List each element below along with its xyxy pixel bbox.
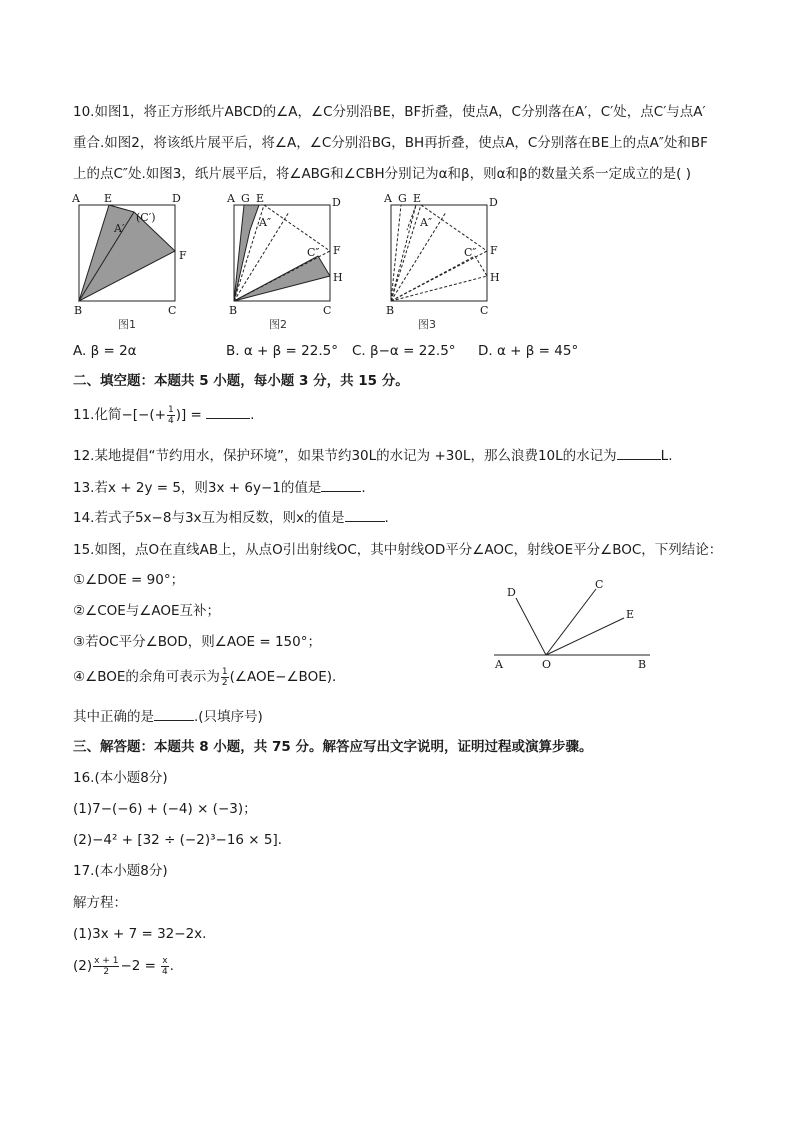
q10-line2: 重合.如图2，将该纸片展平后，将∠A，∠C分别沿BG，BH再折叠，使点A，C分别落在BE上的点A″处和BF	[73, 135, 708, 151]
q15-ray-oe	[546, 618, 624, 655]
fig1-label-B: B	[74, 304, 83, 317]
q13-answer-blank[interactable]	[321, 478, 361, 492]
fig3-dash-1	[391, 205, 416, 301]
q13-text: 13.若x + 2y = 5，则3x + 6y−1的值是	[73, 480, 322, 496]
q15-item-4-fraction	[221, 667, 229, 688]
fig2-label-A: A	[227, 192, 235, 205]
q17-part-1: (1)3x + 7 = 32−2x.	[73, 926, 207, 942]
q10-option-b: B. α + β = 22.5°	[226, 343, 338, 359]
q15-answer-prefix: 其中正确的是	[73, 709, 154, 725]
q15-item-1: ①∠DOE = 90°；	[73, 572, 185, 588]
fig3-label-G: G	[398, 192, 407, 205]
fig2-label-App: A″	[259, 216, 272, 229]
q11-prefix: 11.化简−[−(+	[73, 407, 166, 423]
fig3-label-D: D	[489, 196, 498, 209]
figure-2	[225, 190, 360, 330]
q15-item-2: ②∠COE与∠AOE互补；	[73, 603, 221, 619]
fig2-label-F: F	[333, 244, 341, 257]
q15-frac-num: 1	[221, 666, 228, 677]
q14-answer-blank[interactable]	[345, 508, 385, 522]
q11-line	[73, 403, 254, 427]
q12-text: 12.某地提倡“节约用水，保护环境”，如果节约30L的水记为 +30L，那么浪费10L的水记为	[73, 448, 617, 464]
q15-item-4-suffix: (∠AOE−∠BOE)．	[229, 669, 346, 685]
q12-answer-blank[interactable]	[617, 446, 661, 460]
q16-part-1: (1)7−(−6) + (−4) × (−3)；	[73, 801, 257, 817]
q15-label-B: B	[638, 658, 647, 671]
fig1-label-C: C	[168, 304, 177, 317]
q10-option-c: C. β−α = 22.5°	[352, 343, 456, 359]
q15-figure	[490, 572, 660, 672]
fig1-folded-region	[79, 205, 175, 301]
fig1-label-A: A	[72, 192, 80, 205]
q15-ray-od	[516, 598, 546, 655]
q17-f1-den: 2	[103, 966, 110, 977]
q11-answer-blank[interactable]	[206, 405, 250, 419]
fig3-dash-bh	[391, 276, 487, 301]
q15-label-E: E	[626, 608, 635, 621]
q11-fraction	[167, 405, 175, 426]
q14-text: 14.若式子5x−8与3x互为相反数，则x的值是	[73, 510, 345, 526]
q15-label-C: C	[595, 578, 604, 591]
q14-line	[73, 508, 389, 527]
fig3-dash-be	[391, 205, 421, 301]
section-2-heading: 二、填空题：本题共 5 小题，每小题 3 分，共 15 分。	[73, 373, 409, 389]
q11-end: .	[250, 407, 255, 423]
fig1-label-E: E	[104, 192, 113, 205]
fig2-caption: 图2	[269, 318, 287, 330]
fig2-label-B: B	[229, 304, 238, 317]
q17-f2-den: 4	[162, 966, 168, 977]
q17-part-2-prefix: (2)	[73, 958, 93, 974]
q15-item-4	[73, 665, 346, 689]
q13-end: .	[361, 480, 366, 496]
fig2-label-G: G	[241, 192, 250, 205]
q15-frac-den: 2	[221, 677, 228, 688]
fig3-label-App: A″	[420, 216, 433, 229]
q17-part-2	[73, 953, 174, 979]
fig3-label-C: C	[480, 304, 489, 317]
q11-suffix: )] =	[175, 407, 207, 423]
q10-option-d: D. α + β = 45°	[478, 343, 579, 359]
figure-1	[70, 190, 200, 330]
q11-frac-num: 1	[167, 404, 174, 415]
figure-3	[382, 190, 517, 330]
section-3-heading: 三、解答题：本题共 8 小题，共 75 分。解答应写出文字说明，证明过程或演算步骤。	[73, 739, 593, 755]
fig1-label-F: F	[179, 249, 187, 262]
fig1-label-Cp: (C′)	[136, 211, 156, 224]
q17-part-2-end: .	[169, 958, 174, 974]
fig1-label-Ap: A′	[114, 222, 125, 235]
q15-label-D: D	[507, 586, 516, 599]
fig3-dash-3	[391, 256, 475, 301]
q15-label-O: O	[542, 658, 552, 671]
fig2-label-H: H	[333, 271, 343, 284]
q16-part-2: (2)−4² + [32 ÷ (−2)³−16 × 5]．	[73, 832, 292, 848]
q17-fraction-1	[93, 956, 119, 977]
q17-f2-num: x	[162, 955, 168, 966]
q15-answer-blank[interactable]	[154, 707, 194, 721]
q14-end: .	[384, 510, 389, 526]
q15-ray-oc	[546, 589, 596, 655]
fig2-label-Cpp: C″	[307, 246, 320, 259]
q15-stem: 15.如图，点O在直线AB上，从点O引出射线OC，其中射线OD平分∠AOC，射线OE平分∠BOC，下列结论：	[73, 542, 723, 558]
q17-heading: 17.(本小题8分)	[73, 863, 168, 879]
q10-line1: 10.如图1，将正方形纸片ABCD的∠A，∠C分别沿BE，BF折叠，使点A，C分别落在A′，C′处，点C′与点A′	[73, 104, 706, 120]
q13-line	[73, 478, 366, 497]
q15-item-3: ③若OC平分∠BOD，则∠AOE = 150°；	[73, 634, 321, 650]
fig2-dash-ef	[264, 205, 330, 251]
fig3-label-H: H	[490, 271, 500, 284]
q15-item-4-prefix: ④∠BOE的余角可表示为	[73, 669, 220, 685]
q12-end: L.	[660, 448, 673, 464]
fig1-caption: 图1	[118, 318, 136, 330]
q15-label-A: A	[495, 658, 503, 671]
q15-answer-line	[73, 707, 263, 726]
q10-option-a: A. β = 2α	[73, 343, 137, 359]
fig3-label-B: B	[386, 304, 395, 317]
fig2-fold-a	[234, 205, 259, 301]
fig2-label-C: C	[323, 304, 332, 317]
q17-part-2-mid: −2 =	[120, 958, 161, 974]
fig3-label-A: A	[384, 192, 392, 205]
q12-line	[73, 446, 672, 465]
q10-line3: 上的点C″处.如图3，纸片展平后，将∠ABG和∠CBH分别记为α和β，则α和β的数量关系一定成立的是( )	[73, 166, 691, 182]
fig3-dash-5	[475, 256, 487, 276]
q17-f1-num: x + 1	[94, 955, 119, 966]
q17-intro: 解方程：	[73, 895, 127, 911]
q17-fraction-2	[161, 956, 168, 977]
fig3-label-F: F	[490, 244, 498, 257]
fig3-label-E: E	[413, 192, 422, 205]
q16-heading: 16.(本小题8分)	[73, 770, 168, 786]
fig3-caption: 图3	[418, 318, 436, 330]
fig2-label-D: D	[332, 196, 341, 209]
fig2-label-E: E	[256, 192, 265, 205]
q11-frac-den: 4	[167, 415, 174, 426]
fig1-label-D: D	[172, 192, 181, 205]
fig3-label-Cpp: C″	[464, 246, 477, 259]
q15-answer-suffix: .(只填序号)	[194, 709, 263, 725]
